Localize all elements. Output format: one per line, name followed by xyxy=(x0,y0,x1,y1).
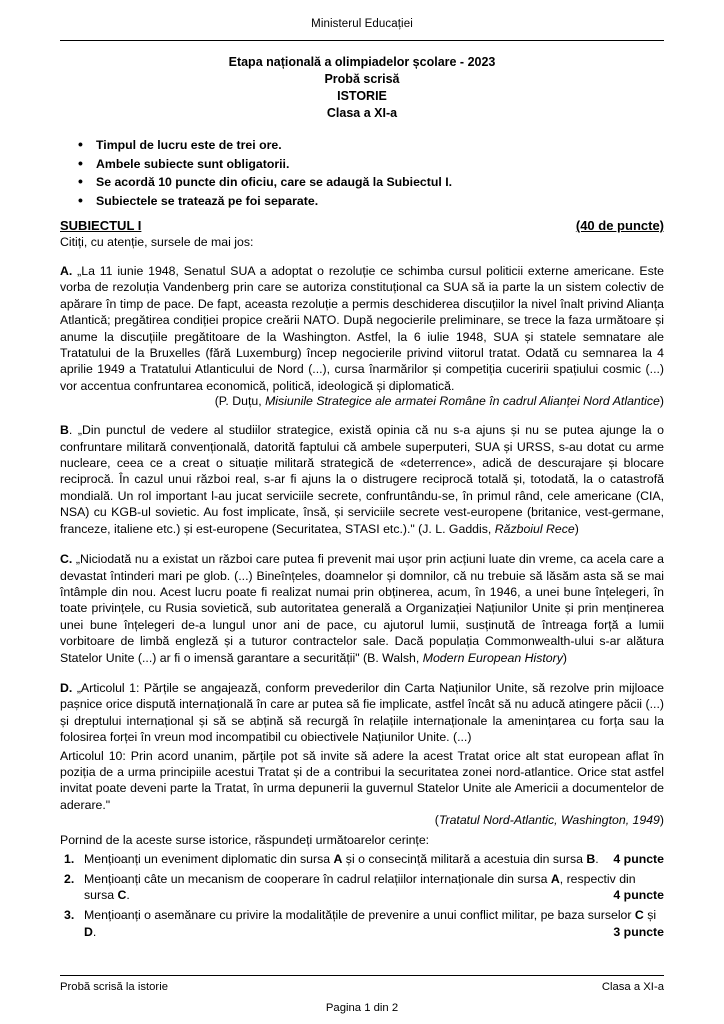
source-c xyxy=(60,551,664,666)
title-line-3: ISTORIE xyxy=(337,89,387,103)
ministry-label: Ministerul Educației xyxy=(311,18,413,30)
source-c-letter: C. xyxy=(60,552,73,567)
question-source-ref: B xyxy=(586,852,596,867)
page-number: Pagina 1 din 2 xyxy=(325,1002,399,1014)
subject-heading xyxy=(60,218,664,233)
footer-row xyxy=(0,976,724,993)
exam-title-block xyxy=(60,54,664,122)
question-text-mid: și xyxy=(643,907,657,922)
read-instruction: Citiți, cu atenție, sursele de mai jos: xyxy=(60,235,254,249)
question-text-tail: . xyxy=(126,888,130,903)
source-d-text: „Articolul 1: Părțile se angajează, conform prevederilor din Carta Națiunilor Unite, să rezolve prin mijloace pașnice orice dispută internațională în care ar putea să fie implicate, astfel încât să nu aducă atingere păcii (...) și dreptului internațional și să se abțină să recurgă în relațiile internaționale la amenințarea cu forța sau la folosirea forței în vreun mod incompatibil cu obiectivele Națiunilor Unite. (...) xyxy=(60,680,664,745)
instruction-item: • Se acordă 10 puncte din oficiu, care se adaugă la Subiectul I. xyxy=(60,173,664,192)
document-content xyxy=(0,54,724,940)
question-source-ref: C xyxy=(117,888,127,903)
source-b-text: . „Din punctul de vedere al studiilor strategice, există opinia că nu s-a ajuns și nu se putea ajunge la o confruntare militară convențională, datorită faptului că ambele superputeri, SUA și URSS, s-au dotat cu arme nucleare, ceea ce a creat o situație militară strategică de «deterrence», adică de descurajare și blocare reciprocă. În cazul unui război real, s-ar fi ajuns la o distrugere reciprocă totală și, totodată, la o catastrofă mondială. Un rol important l-au jucat serviciile secrete, confruntându-se, în primul rând, cele americane (CIA, NSA) cu KGB-ul sovietic. Au fost implicate, însă, și serviciile secrete vest-europene (britanice, vest-germane, franceze, italiene etc.) și est-europene (Securitatea, STASI etc.)." xyxy=(60,423,664,536)
question-source-ref: D xyxy=(84,924,93,939)
title-line-1: Etapa națională a olimpiadelor școlare - 2023 xyxy=(228,55,496,69)
source-c-text: „Niciodată nu a existat un război care putea fi prevenit mai ușor prin acțiuni luate din vreme, ca acela care a devastat întinderi mari pe glob. (...) Bineînțeles, doamnelor și domnilor, că nu trebuie să lăsăm asta să se mai întâmple din nou. Acest lucru poate fi realizat numai prin obținerea, acum, în 1946, a unei bune înțelegeri, în toate privințele, cu Rusia sovietică, sub autoritatea generală a Organizației Națiunilor Unite și prin menținerea unei bune înțelegeri de-a lungul unor ani de pace, cu ajutorul lumii, susținută de întreaga forță a lumii vorbitoare de limbă engleză și a tuturor contractelor sale. Dacă populația Commonwealth-ului s-ar alătura Statelor Unite (...) ar fi o imensă garantare a securității" xyxy=(60,552,665,665)
instruction-item: • Timpul de lucru este de trei ore. xyxy=(60,136,664,155)
question-points: 4 puncte xyxy=(613,852,664,867)
document-footer xyxy=(0,975,724,1014)
questions-list xyxy=(60,851,664,940)
source-c-attrib-author: (B. Walsh, xyxy=(359,650,423,665)
footer-right: Clasa a XI-a xyxy=(601,981,664,993)
source-d-attribution xyxy=(60,813,664,827)
source-b-attrib-author: (J. L. Gaddis, xyxy=(414,521,495,536)
question-item xyxy=(60,907,664,940)
document-header xyxy=(0,0,724,30)
source-a-attrib-author: (P. Duțu, xyxy=(214,394,266,409)
source-d-text-2: Articolul 10: Prin acord unanim, părțile pot să invite să adere la acest Tratat orice alt stat european aflat în poziția de a urma principiile acestui Tratat și de a contribui la securitatea zonei nord-atlantice. Orice stat astfel invitat poate deveni parte la Tratat, în urma depunerii la guvernul Statelor Unite ale Americii a documentelor de aderare." xyxy=(60,748,664,812)
instruction-item: • Ambele subiecte sunt obligatorii. xyxy=(60,155,664,174)
source-b-attrib-title: Războiul Rece xyxy=(494,521,575,536)
question-points: 3 puncte xyxy=(613,924,664,939)
question-item xyxy=(60,871,664,904)
question-text-tail: . xyxy=(92,924,97,939)
question-text-mid: , respectiv din sursa xyxy=(84,871,636,903)
source-a-text: „La 11 iunie 1948, Senatul SUA a adoptat o rezoluție ce schimba cursul politicii externe americane. Este vorba de rezoluția Vandenberg prin care se autoriza constituțional ca SUA să ia parte la un sistem colectiv de apărare în timp de pace. De fapt, aceasta rezoluție a permis deschiderea discuțiilor la nivel înalt privind Alianța Atlantică; pregătirea condiției propice creării NATO. După negocierile preliminare, se trece la faza următoare și anume la discuțiile pregătitoare de la Washington. Astfel, la 6 iulie 1948, SUA și statele semnatare ale Tratatului de la Bruxelles (fără Luxemburg) încep negocierile privind viitorul tratat. Odată cu semnarea la 4 aprilie 1949 a Tratatului Atlanticului de Nord (...), cursa înarmărilor și competiția cuceririi spațiului cosmic (...) vor accentua confruntarea economică, politică, ideologică și diplomatică. xyxy=(60,264,664,393)
question-source-ref: A xyxy=(333,852,343,867)
title-line-2: Probă scrisă xyxy=(324,72,400,86)
question-item xyxy=(60,851,664,868)
question-text: Mențioanți un eveniment diplomatic din sursa xyxy=(84,852,334,867)
question-points: 4 puncte xyxy=(613,888,664,903)
question-text-tail: . xyxy=(595,852,599,867)
title-line-4: Clasa a XI-a xyxy=(326,106,398,120)
source-b-letter: B xyxy=(60,423,69,438)
header-divider xyxy=(60,40,664,41)
source-c-attrib-end: ) xyxy=(562,650,567,665)
footer-left: Probă scrisă la istorie xyxy=(60,981,168,993)
question-text: Mențioanți o asemănare cu privire la modalitățile de prevenire a unui conflict militar, pe baza surselor xyxy=(84,907,635,922)
source-d-letter: D. xyxy=(60,680,73,695)
source-d-attrib-open: ( xyxy=(434,813,439,828)
question-source-ref: C xyxy=(634,907,644,922)
source-a xyxy=(60,263,664,394)
source-a-attribution xyxy=(60,394,664,408)
source-a-attrib-title: Misiunile Strategice ale armatei Române în cadrul Alianței Nord Atlantice xyxy=(265,394,660,409)
subject-label: SUBIECTUL I xyxy=(60,218,142,233)
question-text: Mențioanți câte un mecanism de cooperare în cadrul relațiilor internaționale din sursa xyxy=(84,871,551,886)
source-a-attrib-end: ) xyxy=(659,394,664,409)
source-d-attrib-title: Tratatul Nord-Atlantic, Washington, 1949 xyxy=(438,813,660,828)
source-d xyxy=(60,680,664,746)
source-b xyxy=(60,422,664,537)
instruction-item: • Subiectele se tratează pe foi separate. xyxy=(60,192,664,211)
source-a-letter: A. xyxy=(60,264,73,278)
source-d-attrib-end: ) xyxy=(659,813,664,828)
source-b-attrib-end: ) xyxy=(574,521,579,536)
source-c-attrib-title: Modern European History xyxy=(422,650,563,665)
instructions-list xyxy=(60,136,664,210)
question-text-mid: și o consecință militară a acestuia din sursa xyxy=(342,852,587,867)
subject-points: (40 de puncte) xyxy=(575,218,664,233)
question-source-ref: A xyxy=(550,871,560,886)
requirements-intro: Pornind de la aceste surse istorice, răspundeți următoarelor cerințe: xyxy=(60,833,430,848)
